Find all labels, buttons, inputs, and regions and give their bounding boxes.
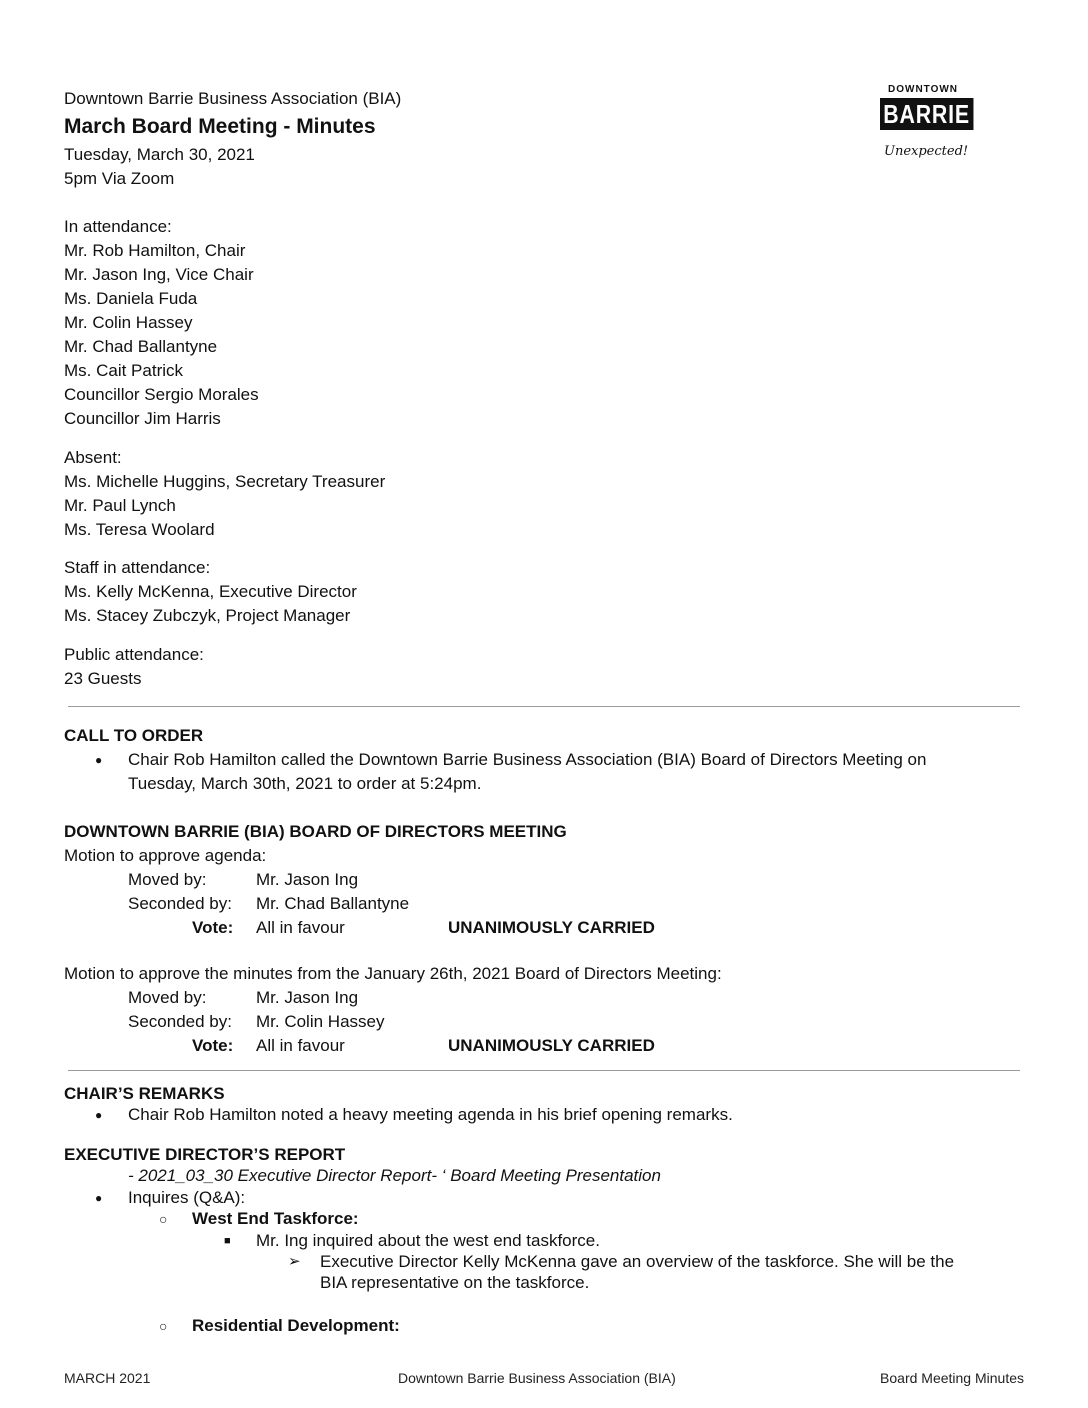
attendee: Ms. Daniela Fuda [64,289,198,308]
vote-label: Vote: [192,918,234,937]
attendee: Mr. Jason Ing, Vice Chair [64,265,254,284]
topic-residential-development: Residential Development: [192,1316,400,1335]
moved-by-value: Mr. Jason Ing [256,870,359,889]
attendee: Councillor Jim Harris [64,409,221,428]
public-count: 23 Guests [64,669,142,688]
organization-name: Downtown Barrie Business Association (BIA) [64,89,402,108]
moved-by-value: Mr. Jason Ing [256,988,359,1007]
attendee: Mr. Rob Hamilton, Chair [64,241,246,260]
bullet-disc-icon: ● [95,753,103,767]
call-to-order-heading: CALL TO ORDER [64,726,204,745]
downtown-barrie-logo [878,84,970,170]
bullet-arrow-icon: ➢ [288,1253,301,1270]
motion-title: Motion to approve agenda: [64,846,267,865]
chairs-remarks-text: Chair Rob Hamilton noted a heavy meeting agenda in his brief opening remarks. [128,1105,733,1124]
bullet-circle-icon: ○ [159,1318,168,1334]
board-meeting-heading: DOWNTOWN BARRIE (BIA) BOARD OF DIRECTORS MEETING [64,822,567,841]
attendee: Mr. Chad Ballantyne [64,337,218,356]
footer-right: Board Meeting Minutes [880,1370,1024,1386]
chairs-remarks-heading: CHAIR’S REMARKS [64,1084,225,1103]
bullet-square-icon: ■ [224,1235,231,1247]
logo-line1: DOWNTOWN [888,84,959,95]
vote-result: UNANIMOUSLY CARRIED [448,1036,655,1055]
topic-west-end-taskforce: West End Taskforce: [192,1209,359,1228]
seconded-by-value: Mr. Chad Ballantyne [256,894,410,913]
staff-member: Ms. Stacey Zubczyk, Project Manager [64,606,351,625]
attendee: Mr. Colin Hassey [64,313,193,332]
seconded-by-value: Mr. Colin Hassey [256,1012,385,1031]
footer-center: Downtown Barrie Business Association (BIA) [398,1370,676,1386]
moved-by-label: Moved by: [128,988,207,1007]
attendee: Ms. Cait Patrick [64,361,184,380]
page-title: March Board Meeting - Minutes [64,115,376,138]
meeting-time: 5pm Via Zoom [64,169,175,188]
vote-value: All in favour [256,1036,345,1055]
staff-label: Staff in attendance: [64,558,211,577]
bullet-disc-icon: ● [95,1108,103,1122]
ed-report-document: - 2021_03_30 Executive Director Report- ‘ Board Meeting Presentation [128,1166,661,1185]
bullet-disc-icon: ● [95,1191,103,1205]
vote-result: UNANIMOUSLY CARRIED [448,918,655,937]
public-label: Public attendance: [64,645,204,664]
section-divider [68,1070,1020,1071]
vote-value: All in favour [256,918,345,937]
absentee: Ms. Michelle Huggins, Secretary Treasurer [64,472,386,491]
footer-left: MARCH 2021 [64,1370,151,1386]
absent-label: Absent: [64,448,122,467]
meeting-date: Tuesday, March 30, 2021 [64,145,255,164]
call-to-order-text: Tuesday, March 30th, 2021 to order at 5:24pm. [128,774,482,793]
section-divider [68,706,1020,707]
logo-tagline: Unexpected! [884,144,969,159]
topic-answer: BIA representative on the taskforce. [320,1273,590,1292]
bullet-circle-icon: ○ [159,1211,168,1227]
staff-member: Ms. Kelly McKenna, Executive Director [64,582,357,601]
inquires-label: Inquires (Q&A): [128,1188,246,1207]
logo-line2: BARRIE [880,98,973,130]
ed-report-heading: EXECUTIVE DIRECTOR’S REPORT [64,1145,346,1164]
topic-answer: Executive Director Kelly McKenna gave an overview of the taskforce. She will be the [320,1252,955,1271]
moved-by-label: Moved by: [128,870,207,889]
seconded-by-label: Seconded by: [128,894,232,913]
seconded-by-label: Seconded by: [128,1012,232,1031]
attendance-label: In attendance: [64,217,172,236]
vote-label: Vote: [192,1036,234,1055]
motion-title: Motion to approve the minutes from the January 26th, 2021 Board of Directors Meeting: [64,964,722,983]
absentee: Ms. Teresa Woolard [64,520,215,539]
attendee: Councillor Sergio Morales [64,385,259,404]
topic-question: Mr. Ing inquired about the west end taskforce. [256,1231,600,1250]
absentee: Mr. Paul Lynch [64,496,176,515]
call-to-order-text: Chair Rob Hamilton called the Downtown Barrie Business Association (BIA) Board of Directors Meeting on [128,750,927,769]
